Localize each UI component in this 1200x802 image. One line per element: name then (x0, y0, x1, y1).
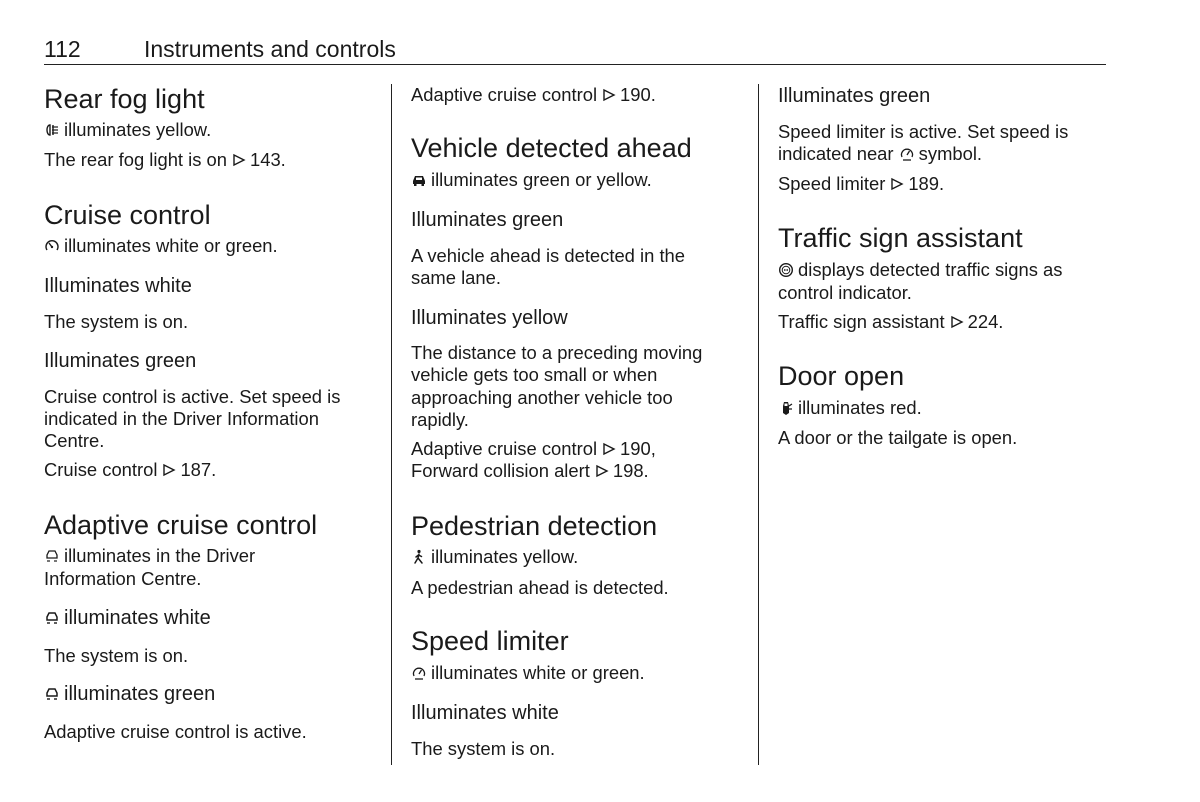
ped-indicator-line (411, 546, 578, 568)
vehicle-ahead-icon (411, 172, 427, 188)
page-reference-arrow-icon (232, 153, 246, 167)
acc-white-text: The system is on. (44, 645, 189, 666)
limiter-green-text-post: symbol. (918, 143, 983, 164)
cruise-reference-text: Cruise control (44, 459, 158, 480)
limiter-white-text: The system is on. (411, 738, 556, 759)
heading-limiter-illuminates-green: Illuminates green (778, 85, 931, 107)
acc-indicator-text-line: Information Centre. (44, 568, 202, 589)
page-reference-arrow-icon (950, 315, 964, 329)
ped-text: A pedestrian ahead is detected. (411, 577, 669, 598)
limiter-green-text-line: Speed limiter is active. Set speed is (778, 121, 1069, 142)
cruise-green-text-line: indicated in the Driver Information (44, 408, 319, 429)
vda-reference-acc-text: Adaptive cruise control (411, 438, 598, 459)
heading-vda-illuminates-green: Illuminates green (411, 209, 564, 231)
vda-yellow-text-line: rapidly. (411, 409, 469, 430)
vda-indicator-line (411, 169, 652, 191)
adaptive-cruise-control-icon (44, 610, 60, 626)
tsa-indicator-text-line: control indicator. (778, 282, 912, 303)
speed-limiter-icon (899, 146, 915, 162)
door-indicator-line (778, 397, 922, 419)
vda-yellow-text-line: The distance to a preceding moving (411, 342, 703, 363)
rear-fog-reference-page[interactable]: 143. (249, 149, 286, 170)
column-divider (758, 84, 759, 765)
pedestrian-icon (411, 549, 427, 565)
vda-reference-fca-page[interactable]: 198. (612, 460, 649, 481)
door-text: A door or the tailgate is open. (778, 427, 1018, 448)
acc-reference-text: Adaptive cruise control (411, 84, 598, 105)
page-reference-arrow-icon (602, 88, 616, 102)
rear-fog-indicator-line (44, 119, 211, 141)
section-title-pedestrian-detection: Pedestrian detection (411, 511, 658, 541)
heading-cruise-illuminates-green: Illuminates green (44, 350, 197, 372)
heading-vda-illuminates-yellow: Illuminates yellow (411, 307, 568, 329)
limiter-indicator-line (411, 662, 645, 684)
acc-green-heading-text: illuminates green (64, 683, 216, 705)
tsa-reference-text: Traffic sign assistant (778, 311, 945, 332)
acc-green-text: Adaptive cruise control is active. (44, 721, 307, 742)
cruise-white-text: The system is on. (44, 311, 189, 332)
section-title-traffic-sign-assistant: Traffic sign assistant (778, 223, 1023, 253)
section-title-adaptive-cruise-control: Adaptive cruise control (44, 510, 318, 540)
column-divider (391, 84, 392, 765)
section-title-cruise-control: Cruise control (44, 200, 211, 230)
vda-indicator-text: illuminates green or yellow. (431, 169, 652, 190)
vda-yellow-text-line: approaching another vehicle too (411, 387, 673, 408)
section-title-vehicle-detected-ahead: Vehicle detected ahead (411, 133, 692, 163)
rear-fog-indicator-text: illuminates yellow. (64, 119, 212, 140)
tsa-reference-page[interactable]: 224. (967, 311, 1004, 332)
page-reference-arrow-icon (890, 177, 904, 191)
section-title-door-open: Door open (778, 361, 905, 391)
vda-green-text-line: same lane. (411, 267, 501, 288)
acc-white-heading-text: illuminates white (64, 607, 211, 629)
heading-acc-illuminates-green (44, 682, 215, 706)
section-title-speed-limiter: Speed limiter (411, 626, 569, 656)
tsa-indicator-line (778, 259, 1062, 281)
door-open-icon (778, 400, 794, 416)
chapter-title: Instruments and controls (144, 36, 396, 62)
tsa-indicator-text: displays detected traffic signs as (798, 259, 1063, 280)
heading-cruise-illuminates-white: Illuminates white (44, 275, 192, 297)
cruise-control-icon (44, 238, 60, 254)
limiter-reference-text: Speed limiter (778, 173, 886, 194)
limiter-green-text-pre: indicated near (778, 143, 894, 164)
acc-indicator-line (44, 545, 255, 567)
ped-indicator-text: illuminates yellow. (431, 546, 579, 567)
vda-reference-fca-text: Forward collision alert (411, 460, 590, 481)
rear-fog-light-icon (44, 122, 60, 138)
cruise-reference-page[interactable]: 187. (180, 459, 217, 480)
vda-reference-fca (411, 460, 649, 482)
page-reference-arrow-icon (162, 463, 176, 477)
limiter-indicator-text: illuminates white or green. (431, 662, 645, 683)
cruise-reference (44, 459, 216, 481)
vda-yellow-text-line: vehicle gets too small or when (411, 364, 658, 385)
vda-reference-acc (411, 438, 656, 460)
rear-fog-reference-text: The rear fog light is on (44, 149, 227, 170)
adaptive-cruise-control-icon (44, 548, 60, 564)
page-header (44, 36, 1106, 65)
page-reference-arrow-icon (602, 442, 616, 456)
page-number: 112 (44, 36, 81, 62)
section-title-rear-fog-light: Rear fog light (44, 84, 205, 114)
limiter-reference-page[interactable]: 189. (908, 173, 945, 194)
door-indicator-text: illuminates red. (798, 397, 922, 418)
speed-limiter-icon (411, 665, 427, 681)
cruise-green-text-line: Cruise control is active. Set speed is (44, 386, 341, 407)
acc-reference (411, 84, 656, 106)
adaptive-cruise-control-icon (44, 686, 60, 702)
heading-limiter-illuminates-white: Illuminates white (411, 702, 559, 724)
vda-reference-acc-page[interactable]: 190, (620, 438, 656, 459)
limiter-green-text-line (778, 143, 982, 165)
cruise-indicator-text: illuminates white or green. (64, 235, 278, 256)
heading-acc-illuminates-white (44, 606, 211, 630)
traffic-sign-icon (778, 262, 794, 278)
cruise-indicator-line (44, 235, 278, 257)
acc-indicator-text: illuminates in the Driver (64, 545, 256, 566)
tsa-reference (778, 311, 1003, 333)
acc-reference-page[interactable]: 190. (620, 84, 656, 105)
page-reference-arrow-icon (595, 464, 609, 478)
limiter-reference (778, 173, 944, 195)
cruise-green-text-line: Centre. (44, 430, 105, 451)
rear-fog-reference (44, 149, 286, 171)
vda-green-text-line: A vehicle ahead is detected in the (411, 245, 686, 266)
